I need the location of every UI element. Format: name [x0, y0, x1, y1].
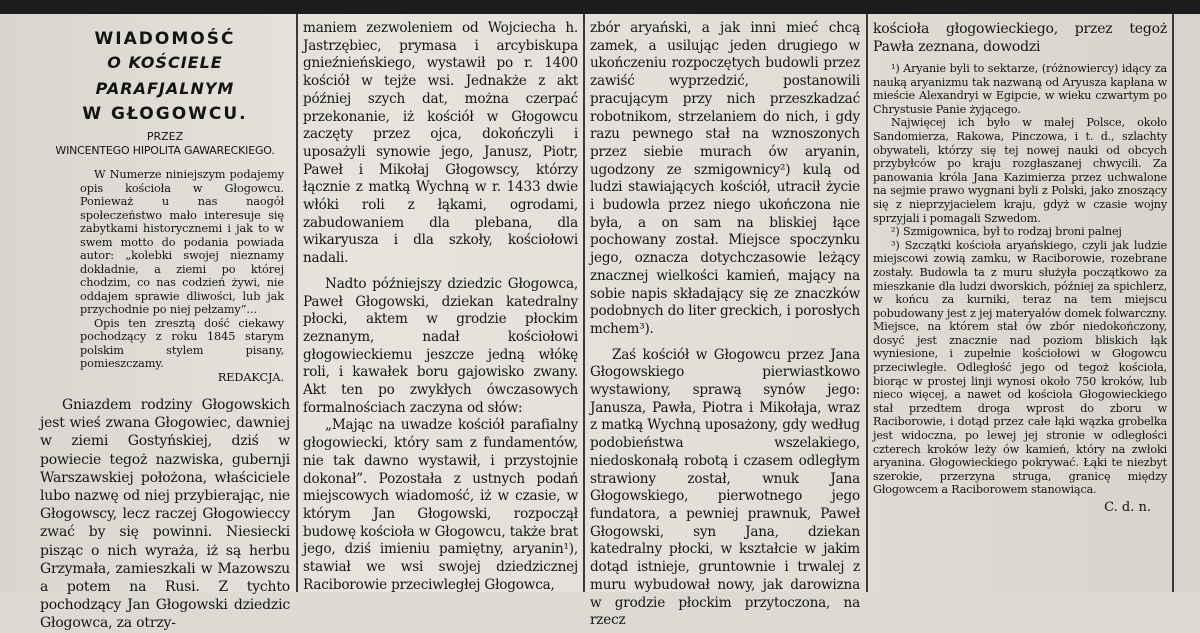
article-title-line3: W GŁOGOWCU.	[82, 104, 248, 124]
column-rule-4	[1172, 14, 1174, 592]
footnote-1-continued: Najwięcej ich było w małej Polsce, około Sandomierza, Rakowa, Pinczowa, i t. d., szlachty obywateli, którzy się tej nowej nauki od obcych przybyłców po kraju rozgłaszanej chwycili. Za panowania króla Jana Kazimierza przez uchwalone na sejmie prawo wygnani byli z Polski, jako znoszący się z nieprzyjacielem kraju, gdyż w czasie wojny sprzyjali i pomagali Szwedom.	[873, 116, 1167, 225]
col3-paragraph-2: Zaś kościół w Głogowcu przez Jana Głogowskiego pierwiastkowo wystawiony, sprawą synów jego: Janusza, Pawła, Piotra i Mikołaja, wraz z matką Wychną uposażony, gdy według podobieństwa wszelakiego, niedoskonałą robotą i czasem odległym strawiony został, wnuk Jana Głogowskiego, pierwotnego jego fundatora, a pewniej prawnuk, Paweł Głogowski, syn Jana, dziekan katedralny płocki, w kształcie w jakim dotąd istnieje, gruntownie i trwalej z muru wybudował nowy, jak darowizna w grodzie płockim przytoczona, na rzecz	[590, 346, 860, 629]
col4-paragraph-1: kościoła głogowieckiego, przez tegoż Pawła zeznana, dowodzi	[873, 21, 1167, 55]
article-title-line2: O KOŚCIELE PARAFJALNYM	[95, 53, 235, 98]
by-label: PRZEZ	[146, 130, 184, 143]
continued-signature: C. d. n.	[1104, 500, 1151, 515]
column-rule-3	[866, 14, 868, 592]
col2-paragraph-3: „Mając na uwadze kościół parafialny głogowiecki, który sam z fundamentów, nie tak dawno wystawił, i przystojnie dokonał”. Pozostała z ustnych podań miejscowych wiadomość, iż w czasie, w którym Jan Głogowski, rozpoczął budowę kościoła w Głogowcu, także brat jego, dziś imieniu pamiętny, aryanin¹), stawiał we wsi swojej dziedzicznej Raciborowie przeciwległej Głogowca,	[303, 417, 578, 593]
redakcja-signature: REDAKCJA.	[217, 370, 284, 384]
column-4	[873, 20, 1167, 584]
column-2	[303, 20, 578, 593]
intro-text: W Numerze niniejszym podajemy opis kościoła w Głogowcu. Ponieważ u nas naogół społeczeństwo mało interesuje się zabytkami historycznemi i jak to w swem motto do podania powiada autor: „kolebki swojej nieznamy dokładnie, a ziemi po której chodzim, co nas codzień żywi, nie oddajem sprawie dliwości, lub jak przychodnie po niej pełzamy”...	[80, 168, 284, 316]
author-name: WINCENTEGO HIPOLITA GAWARECKIEGO.	[55, 144, 275, 157]
footnote-2: ²) Szmigownica, był to rodzaj broni palnej	[891, 225, 1122, 239]
article-title-line1: WIADOMOŚĆ	[94, 29, 236, 49]
col3-paragraph-1: zbór aryański, a jak inni mieć chcą zamek, a usilując jeden drugiego w ukończeniu rozpoczętych budowli przez zawiść wyprzedzić, postanowili pracującym przy nich przeszkadzać robotnikom, strzelaniem do nich, i gdy razu pewnego stał na wznoszonych przez siebie murach ów aryanin, ugodzony ze szmigownicy²) kulą od ludzi stawiających kościół, utracił życie i budowla przez niego ukończona nie była, a on sam na bliskiej łące pochowany został. Miejsce spoczynku jego, oznacza dotychczasowie leżący znacznej wielkości kamień, mający na sobie napis składający się ze znaczków podobnych do liter greckich, i porosłych mchem³).	[590, 20, 860, 337]
footnotes	[873, 62, 1167, 497]
top-rule	[0, 0, 1200, 14]
editorial-intro	[80, 168, 284, 384]
column-rule-1	[296, 14, 298, 592]
footnote-3: ³) Szczątki kościoła aryańskiego, czyli jak ludzie miejscowi zowią zamku, w Raciborowie, rozebrane zostały. Budowla ta z muru służyła początkowo za mieszkanie dla ludzi dworskich, później za spichlerz, w końcu za kurniki, teraz na tem miejscu pobudowany jest z jej materyałów domek folwarczny. Miejsce, na którem stał ów zbór niedokończony, dosyć jest znacznie nad poziom bliskich łąk wyniesione, i zupełnie kościołowi w Głogowcu przeciwległe. Odległość jego od tegoż kościoła, biorąc w prostej linji wynosi około 750 kroków, lub nieco więcej, a nawet od kościoła Głogowieckiego stał przedtem droga wprost do zboru w Raciborowie, i dotąd przez całe łąki wązka grobelka jest widoczna, po lewej jej stronie w odległości czterech kroków leży ów kamień, który na zwłoki aryanina. Głogowieckiego pokrywać. Łąki te niezbyt szerokie, przerzyna struga, granicę między Głogowcem a Raciborowem stanowiąca.	[873, 238, 1167, 497]
article-paragraph-1: Gniazdem rodziny Głogowskich jest wieś zwana Głogowiec, dawniej w ziemi Gostyńskiej, dziś w powiecie tegoż nazwiska, gubernji Warszawskiej położona, właściciele lubo nazwę od niej przybierając, nie Głogowscy, lecz raczej Głogowieccy zwać by się powinni. Niesiecki pisząc o nich wyraża, iż są herbu Grzymała, zamieszkali w Mazowszu a potem na Rusi. Z tychto pochodzący Jan Głogowski dziedzic Głogowca, za otrzy-	[40, 397, 290, 632]
column-1	[40, 28, 290, 632]
footnote-1: ¹) Aryanie byli to sektarze, (różnowiercy) idący za nauką aryanizmu tak nazwaną od Aryusza kapłana w mieście Alexandryi w Egipcie, w wieku czwartym po Chrystusie Panie żyjącego.	[873, 62, 1167, 116]
col2-paragraph-2: Nadto późniejszy dziedzic Głogowca, Paweł Głogowski, dziekan katedralny płocki, aktem w grodzie płockim zeznanym, nadał kościołowi głogowieckiemu jeszcze jedną włókę roli, i kawałek boru gajowisko zwany. Akt ten po zwykłych ówczasowych formalnościach zaczyna od słów:	[303, 275, 578, 416]
intro-text-2: Opis ten zresztą dość ciekawy pochodzący z roku 1845 starym polskim stylem pisany, pomieszczamy.	[80, 316, 284, 370]
column-3	[590, 20, 860, 629]
col2-paragraph-1: maniem zezwoleniem od Wojciecha h. Jastrzębiec, prymasa i arcybiskupa gnieźnieńskiego, wystawił po r. 1400 kościół w tejże wsi. Jednakże z akt później szych dat, można czerpać przekonanie, iż kościół w Głogowcu zaczęty przez ojca, dokończyli i uposażyli synowie jego, Janusz, Piotr, Paweł i Mikołaj Głogowscy, którzy łącznie z matką Wychną w r. 1433 dwie włóki roli z łąkami, ogrodami, zabudowaniem dla plebana, dla wikaryusza i dla szkoły, kościołowi nadali.	[303, 20, 578, 267]
column-rule-2	[583, 14, 585, 592]
